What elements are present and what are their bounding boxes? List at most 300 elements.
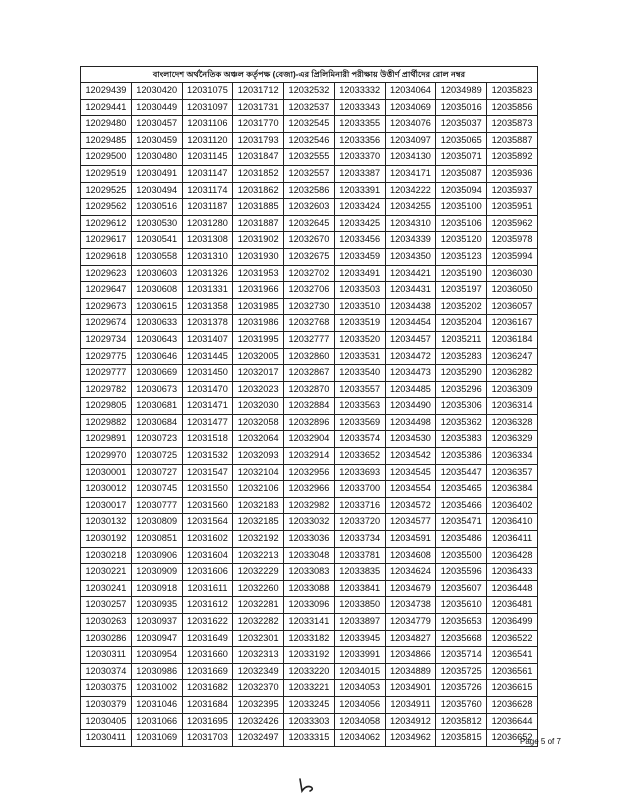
roll-number-cell: 12029480 — [81, 116, 132, 133]
table-row — [81, 514, 538, 531]
roll-number-cell: 12034911 — [385, 696, 436, 713]
roll-number-cell: 12029500 — [81, 149, 132, 166]
roll-number-cell: 12032183 — [233, 497, 284, 514]
roll-number-cell: 12032093 — [233, 448, 284, 465]
roll-number-cell: 12034171 — [385, 165, 436, 182]
roll-number-cell: 12036328 — [487, 414, 538, 431]
roll-number-cell: 12034457 — [385, 331, 436, 348]
roll-number-cell: 12035937 — [487, 182, 538, 199]
table-row — [81, 398, 538, 415]
roll-number-cell: 12031695 — [182, 713, 233, 730]
table-row — [81, 730, 538, 747]
roll-number-cell: 12036329 — [487, 431, 538, 448]
roll-number-cell: 12033096 — [284, 597, 335, 614]
roll-number-cell: 12033303 — [284, 713, 335, 730]
roll-number-cell: 12034827 — [385, 630, 436, 647]
roll-number-cell: 12035760 — [436, 696, 487, 713]
table-row — [81, 448, 538, 465]
roll-number-cell: 12032058 — [233, 414, 284, 431]
roll-number-cell: 12030947 — [131, 630, 182, 647]
roll-number-cell: 12035016 — [436, 99, 487, 116]
roll-number-cell: 12032702 — [284, 265, 335, 282]
roll-number-cell: 12032030 — [233, 398, 284, 415]
roll-number-cell: 12033734 — [334, 531, 385, 548]
roll-number-cell: 12033192 — [284, 647, 335, 664]
roll-number-cell: 12032896 — [284, 414, 335, 431]
roll-number-cell: 12031847 — [233, 149, 284, 166]
roll-number-cell: 12035065 — [436, 132, 487, 149]
roll-number-cell: 12032426 — [233, 713, 284, 730]
roll-number-cell: 12032370 — [233, 680, 284, 697]
table-row — [81, 464, 538, 481]
roll-number-cell: 12035386 — [436, 448, 487, 465]
table-row — [81, 182, 538, 199]
roll-number-cell: 12030937 — [131, 614, 182, 631]
roll-number-cell: 12033245 — [284, 696, 335, 713]
roll-number-cell: 12029805 — [81, 398, 132, 415]
roll-number-cell: 12031712 — [233, 83, 284, 100]
roll-number-cell: 12030012 — [81, 481, 132, 498]
roll-number-cell: 12032904 — [284, 431, 335, 448]
roll-number-cell: 12032966 — [284, 481, 335, 498]
roll-number-cell: 12030918 — [131, 580, 182, 597]
roll-number-cell: 12030257 — [81, 597, 132, 614]
roll-number-cell: 12032192 — [233, 531, 284, 548]
roll-number-cell: 12036184 — [487, 331, 538, 348]
roll-number-cell: 12033456 — [334, 232, 385, 249]
table-row — [81, 315, 538, 332]
roll-number-cell: 12031075 — [182, 83, 233, 100]
table-row — [81, 531, 538, 548]
roll-number-sheet — [80, 66, 538, 747]
roll-number-cell: 12031358 — [182, 298, 233, 315]
roll-number-cell: 12032557 — [284, 165, 335, 182]
roll-number-cell: 12034779 — [385, 614, 436, 631]
roll-number-cell: 12036481 — [487, 597, 538, 614]
roll-number-cell: 12033387 — [334, 165, 385, 182]
roll-number-cell: 12035812 — [436, 713, 487, 730]
table-row — [81, 282, 538, 299]
roll-number-cell: 12033850 — [334, 597, 385, 614]
roll-number-cell: 12030311 — [81, 647, 132, 664]
roll-number-cell: 12031532 — [182, 448, 233, 465]
roll-number-cell: 12034076 — [385, 116, 436, 133]
roll-number-cell: 12029734 — [81, 331, 132, 348]
roll-number-cell: 12032675 — [284, 248, 335, 265]
table-body — [81, 83, 538, 747]
roll-number-cell: 12030727 — [131, 464, 182, 481]
roll-number-cell: 12032106 — [233, 481, 284, 498]
table-row — [81, 663, 538, 680]
roll-number-cell: 12029882 — [81, 414, 132, 431]
table-row — [81, 199, 538, 216]
roll-number-cell: 12035994 — [487, 248, 538, 265]
roll-number-cell: 12036522 — [487, 630, 538, 647]
roll-number-cell: 12034572 — [385, 497, 436, 514]
roll-number-cell: 12034064 — [385, 83, 436, 100]
roll-number-cell: 12029617 — [81, 232, 132, 249]
roll-number-cell: 12031145 — [182, 149, 233, 166]
roll-number-cell: 12031174 — [182, 182, 233, 199]
roll-number-cell: 12030192 — [81, 531, 132, 548]
roll-number-cell: 12030530 — [131, 215, 182, 232]
table-row — [81, 132, 538, 149]
roll-number-cell: 12029623 — [81, 265, 132, 282]
roll-number-cell: 12032532 — [284, 83, 335, 100]
roll-number-cell: 12035951 — [487, 199, 538, 216]
roll-number-cell: 12031280 — [182, 215, 233, 232]
roll-number-cell: 12031187 — [182, 199, 233, 216]
roll-number-cell: 12035466 — [436, 497, 487, 514]
roll-number-cell: 12035653 — [436, 614, 487, 631]
roll-number-cell: 12036615 — [487, 680, 538, 697]
roll-number-cell: 12034222 — [385, 182, 436, 199]
table-row — [81, 331, 538, 348]
table-row — [81, 99, 538, 116]
roll-number-cell: 12030723 — [131, 431, 182, 448]
roll-number-cell: 12032313 — [233, 647, 284, 664]
roll-number-cell: 12031147 — [182, 165, 233, 182]
roll-number-cell: 12032670 — [284, 232, 335, 249]
roll-number-cell: 12034485 — [385, 381, 436, 398]
roll-number-cell: 12033520 — [334, 331, 385, 348]
roll-number-cell: 12035936 — [487, 165, 538, 182]
roll-number-cell: 12031066 — [131, 713, 182, 730]
roll-number-cell: 12030449 — [131, 99, 182, 116]
roll-number-cell: 12036541 — [487, 647, 538, 664]
roll-number-cell: 12032914 — [284, 448, 335, 465]
roll-number-cell: 12033491 — [334, 265, 385, 282]
roll-number-cell: 12031852 — [233, 165, 284, 182]
roll-number-cell: 12034130 — [385, 149, 436, 166]
roll-number-cell: 12030491 — [131, 165, 182, 182]
roll-number-cell: 12035094 — [436, 182, 487, 199]
roll-number-cell: 12036357 — [487, 464, 538, 481]
roll-number-cell: 12036167 — [487, 315, 538, 332]
roll-number-cell: 12033693 — [334, 464, 385, 481]
roll-number-cell: 12030633 — [131, 315, 182, 332]
roll-number-cell: 12030646 — [131, 348, 182, 365]
roll-number-cell: 12031069 — [131, 730, 182, 747]
roll-number-cell: 12032281 — [233, 597, 284, 614]
table-row — [81, 83, 538, 100]
roll-number-cell: 12031953 — [233, 265, 284, 282]
roll-number-cell: 12035486 — [436, 531, 487, 548]
roll-number-cell: 12030218 — [81, 547, 132, 564]
roll-number-cell: 12034350 — [385, 248, 436, 265]
roll-number-cell: 12033841 — [334, 580, 385, 597]
roll-number-cell: 12032870 — [284, 381, 335, 398]
roll-number-cell: 12034577 — [385, 514, 436, 531]
roll-number-cell: 12035725 — [436, 663, 487, 680]
table-row — [81, 713, 538, 730]
roll-number-cell: 12030643 — [131, 331, 182, 348]
roll-number-cell: 12034015 — [334, 663, 385, 680]
roll-number-cell: 12029485 — [81, 132, 132, 149]
roll-number-cell: 12034530 — [385, 431, 436, 448]
roll-number-cell: 12035071 — [436, 149, 487, 166]
roll-number-cell: 12033519 — [334, 315, 385, 332]
roll-number-cell: 12035100 — [436, 199, 487, 216]
roll-number-cell: 12031378 — [182, 315, 233, 332]
roll-number-cell: 12033897 — [334, 614, 385, 631]
roll-number-cell: 12030405 — [81, 713, 132, 730]
roll-number-cell: 12029775 — [81, 348, 132, 365]
roll-number-cell: 12030986 — [131, 663, 182, 680]
roll-number-cell: 12032185 — [233, 514, 284, 531]
roll-number-cell: 12034901 — [385, 680, 436, 697]
roll-number-cell: 12035037 — [436, 116, 487, 133]
roll-number-cell: 12031560 — [182, 497, 233, 514]
roll-number-cell: 12032956 — [284, 464, 335, 481]
roll-number-cell: 12036448 — [487, 580, 538, 597]
roll-number-cell: 12033083 — [284, 564, 335, 581]
roll-number-cell: 12032884 — [284, 398, 335, 415]
roll-number-cell: 12031703 — [182, 730, 233, 747]
roll-number-cell: 12032017 — [233, 365, 284, 382]
table-row — [81, 149, 538, 166]
table-row — [81, 680, 538, 697]
roll-number-cell: 12030411 — [81, 730, 132, 747]
roll-number-cell: 12035815 — [436, 730, 487, 747]
roll-number-cell: 12034498 — [385, 414, 436, 431]
roll-number-cell: 12034421 — [385, 265, 436, 282]
roll-number-cell: 12035190 — [436, 265, 487, 282]
roll-number-cell: 12036309 — [487, 381, 538, 398]
table-row — [81, 580, 538, 597]
roll-number-cell: 12031046 — [131, 696, 182, 713]
roll-number-cell: 12030725 — [131, 448, 182, 465]
roll-number-cell: 12029970 — [81, 448, 132, 465]
roll-number-cell: 12034679 — [385, 580, 436, 597]
roll-number-cell: 12036628 — [487, 696, 538, 713]
roll-number-cell: 12032545 — [284, 116, 335, 133]
roll-number-cell: 12030375 — [81, 680, 132, 697]
roll-number-cell: 12033510 — [334, 298, 385, 315]
roll-number-cell: 12031602 — [182, 531, 233, 548]
roll-number-cell: 12033569 — [334, 414, 385, 431]
roll-number-cell: 12030241 — [81, 580, 132, 597]
roll-number-cell: 12036410 — [487, 514, 538, 531]
roll-number-cell: 12033332 — [334, 83, 385, 100]
roll-number-cell: 12034866 — [385, 647, 436, 664]
table-row — [81, 348, 538, 365]
roll-number-cell: 12034912 — [385, 713, 436, 730]
roll-number-cell: 12029618 — [81, 248, 132, 265]
roll-number-cell: 12031470 — [182, 381, 233, 398]
roll-number-cell: 12031793 — [233, 132, 284, 149]
roll-number-cell: 12031604 — [182, 547, 233, 564]
roll-number-cell: 12034069 — [385, 99, 436, 116]
roll-number-cell: 12029673 — [81, 298, 132, 315]
roll-number-cell: 12034472 — [385, 348, 436, 365]
roll-number-cell: 12034591 — [385, 531, 436, 548]
roll-number-cell: 12030494 — [131, 182, 182, 199]
roll-number-cell: 12031660 — [182, 647, 233, 664]
roll-number-cell: 12030909 — [131, 564, 182, 581]
roll-number-cell: 12031547 — [182, 464, 233, 481]
roll-number-cell: 12030681 — [131, 398, 182, 415]
roll-number-cell: 12031564 — [182, 514, 233, 531]
roll-number-cell: 12033221 — [284, 680, 335, 697]
table-row — [81, 564, 538, 581]
roll-number-cell: 12029562 — [81, 199, 132, 216]
roll-number-cell: 12030603 — [131, 265, 182, 282]
roll-number-cell: 12029439 — [81, 83, 132, 100]
roll-number-cell: 12031770 — [233, 116, 284, 133]
roll-number-cell: 12036402 — [487, 497, 538, 514]
roll-number-cell: 12031649 — [182, 630, 233, 647]
roll-number-cell: 12029525 — [81, 182, 132, 199]
roll-number-cell: 12035596 — [436, 564, 487, 581]
roll-number-cell: 12033700 — [334, 481, 385, 498]
table-row — [81, 232, 538, 249]
roll-number-cell: 12033220 — [284, 663, 335, 680]
roll-number-cell: 12034062 — [334, 730, 385, 747]
roll-number-cell: 12032301 — [233, 630, 284, 647]
roll-number-cell: 12035892 — [487, 149, 538, 166]
table-row — [81, 248, 538, 265]
table-row — [81, 298, 538, 315]
roll-number-cell: 12030480 — [131, 149, 182, 166]
roll-number-cell: 12035607 — [436, 580, 487, 597]
roll-number-cell: 12031471 — [182, 398, 233, 415]
roll-number-cell: 12033945 — [334, 630, 385, 647]
table-row — [81, 481, 538, 498]
roll-number-cell: 12030516 — [131, 199, 182, 216]
roll-number-cell: 12036282 — [487, 365, 538, 382]
roll-number-cell: 12029777 — [81, 365, 132, 382]
roll-number-cell: 12033036 — [284, 531, 335, 548]
roll-number-cell: 12031106 — [182, 116, 233, 133]
roll-number-cell: 12029782 — [81, 381, 132, 398]
roll-number-cell: 12032768 — [284, 315, 335, 332]
roll-number-cell: 12029674 — [81, 315, 132, 332]
roll-number-cell: 12035283 — [436, 348, 487, 365]
roll-number-cell: 12030954 — [131, 647, 182, 664]
roll-number-cell: 12033652 — [334, 448, 385, 465]
table-row — [81, 381, 538, 398]
roll-number-cell: 12031606 — [182, 564, 233, 581]
roll-number-cell: 12035714 — [436, 647, 487, 664]
roll-number-cell: 12036428 — [487, 547, 538, 564]
roll-number-cell: 12033835 — [334, 564, 385, 581]
roll-number-cell: 12033574 — [334, 431, 385, 448]
roll-number-cell: 12032867 — [284, 365, 335, 382]
roll-number-cell: 12034889 — [385, 663, 436, 680]
roll-number-cell: 12031450 — [182, 365, 233, 382]
roll-number-cell: 12036314 — [487, 398, 538, 415]
roll-number-cell: 12036384 — [487, 481, 538, 498]
table-row — [81, 647, 538, 664]
roll-number-cell: 12033425 — [334, 215, 385, 232]
roll-number-cell: 12032645 — [284, 215, 335, 232]
roll-number-cell: 12034473 — [385, 365, 436, 382]
roll-number-cell: 12030457 — [131, 116, 182, 133]
roll-number-cell: 12035204 — [436, 315, 487, 332]
roll-number-cell: 12031326 — [182, 265, 233, 282]
roll-number-cell: 12033315 — [284, 730, 335, 747]
roll-number-cell: 12029647 — [81, 282, 132, 299]
roll-number-cell: 12034339 — [385, 232, 436, 249]
roll-number-cell: 12033503 — [334, 282, 385, 299]
roll-number-cell: 12031985 — [233, 298, 284, 315]
roll-number-cell: 12033356 — [334, 132, 385, 149]
table-row — [81, 497, 538, 514]
roll-number-cell: 12034058 — [334, 713, 385, 730]
roll-number-cell: 12034454 — [385, 315, 436, 332]
roll-number-cell: 12035873 — [487, 116, 538, 133]
roll-number-cell: 12030851 — [131, 531, 182, 548]
roll-number-cell: 12031995 — [233, 331, 284, 348]
roll-number-cell: 12030541 — [131, 232, 182, 249]
roll-number-cell: 12033531 — [334, 348, 385, 365]
roll-number-cell: 12035856 — [487, 99, 538, 116]
roll-number-cell: 12031611 — [182, 580, 233, 597]
roll-number-cell: 12030132 — [81, 514, 132, 531]
roll-number-cell: 12030777 — [131, 497, 182, 514]
table-row — [81, 215, 538, 232]
roll-number-cell: 12034989 — [436, 83, 487, 100]
roll-number-cell: 12035500 — [436, 547, 487, 564]
roll-number-cell: 12035823 — [487, 83, 538, 100]
roll-number-cell: 12033781 — [334, 547, 385, 564]
roll-number-cell: 12030374 — [81, 663, 132, 680]
roll-number-cell: 12031612 — [182, 597, 233, 614]
roll-number-cell: 12036334 — [487, 448, 538, 465]
table-row — [81, 547, 538, 564]
roll-number-cell: 12031682 — [182, 680, 233, 697]
roll-number-cell: 12035447 — [436, 464, 487, 481]
roll-number-cell: 12035668 — [436, 630, 487, 647]
roll-number-cell: 12035610 — [436, 597, 487, 614]
roll-number-cell: 12034053 — [334, 680, 385, 697]
roll-number-cell: 12035087 — [436, 165, 487, 182]
roll-number-cell: 12030615 — [131, 298, 182, 315]
roll-number-cell: 12031966 — [233, 282, 284, 299]
roll-number-cell: 12034608 — [385, 547, 436, 564]
roll-number-cell: 12035726 — [436, 680, 487, 697]
roll-number-cell: 12032586 — [284, 182, 335, 199]
roll-number-cell: 12033088 — [284, 580, 335, 597]
roll-number-cell: 12032349 — [233, 663, 284, 680]
roll-number-cell: 12034490 — [385, 398, 436, 415]
roll-number-cell: 12029519 — [81, 165, 132, 182]
roll-number-cell: 12030221 — [81, 564, 132, 581]
table-title: বাংলাদেশ অর্থনৈতিক অঞ্চল কর্তৃপক্ষ (বেজা)-এর প্রিলিমিনারী পরীক্ষায় উত্তীর্ণ প্রার্থীদের রোল নম্বর — [81, 67, 538, 83]
roll-number-cell: 12035362 — [436, 414, 487, 431]
roll-number-cell: 12035887 — [487, 132, 538, 149]
roll-number-cell: 12035471 — [436, 514, 487, 531]
roll-number-cell: 12031669 — [182, 663, 233, 680]
roll-number-cell: 12033048 — [284, 547, 335, 564]
roll-number-cell: 12034097 — [385, 132, 436, 149]
roll-number-cell: 12035383 — [436, 431, 487, 448]
roll-number-cell: 12036030 — [487, 265, 538, 282]
roll-number-cell: 12032546 — [284, 132, 335, 149]
roll-number-cell: 12034545 — [385, 464, 436, 481]
roll-number-cell: 12030017 — [81, 497, 132, 514]
roll-number-cell: 12033540 — [334, 365, 385, 382]
roll-number-cell: 12032064 — [233, 431, 284, 448]
roll-number-cell: 12036433 — [487, 564, 538, 581]
roll-number-cell: 12032229 — [233, 564, 284, 581]
roll-number-cell: 12032982 — [284, 497, 335, 514]
roll-number-cell: 12031986 — [233, 315, 284, 332]
roll-number-cell: 12032395 — [233, 696, 284, 713]
roll-number-cell: 12029441 — [81, 99, 132, 116]
roll-number-cell: 12032023 — [233, 381, 284, 398]
